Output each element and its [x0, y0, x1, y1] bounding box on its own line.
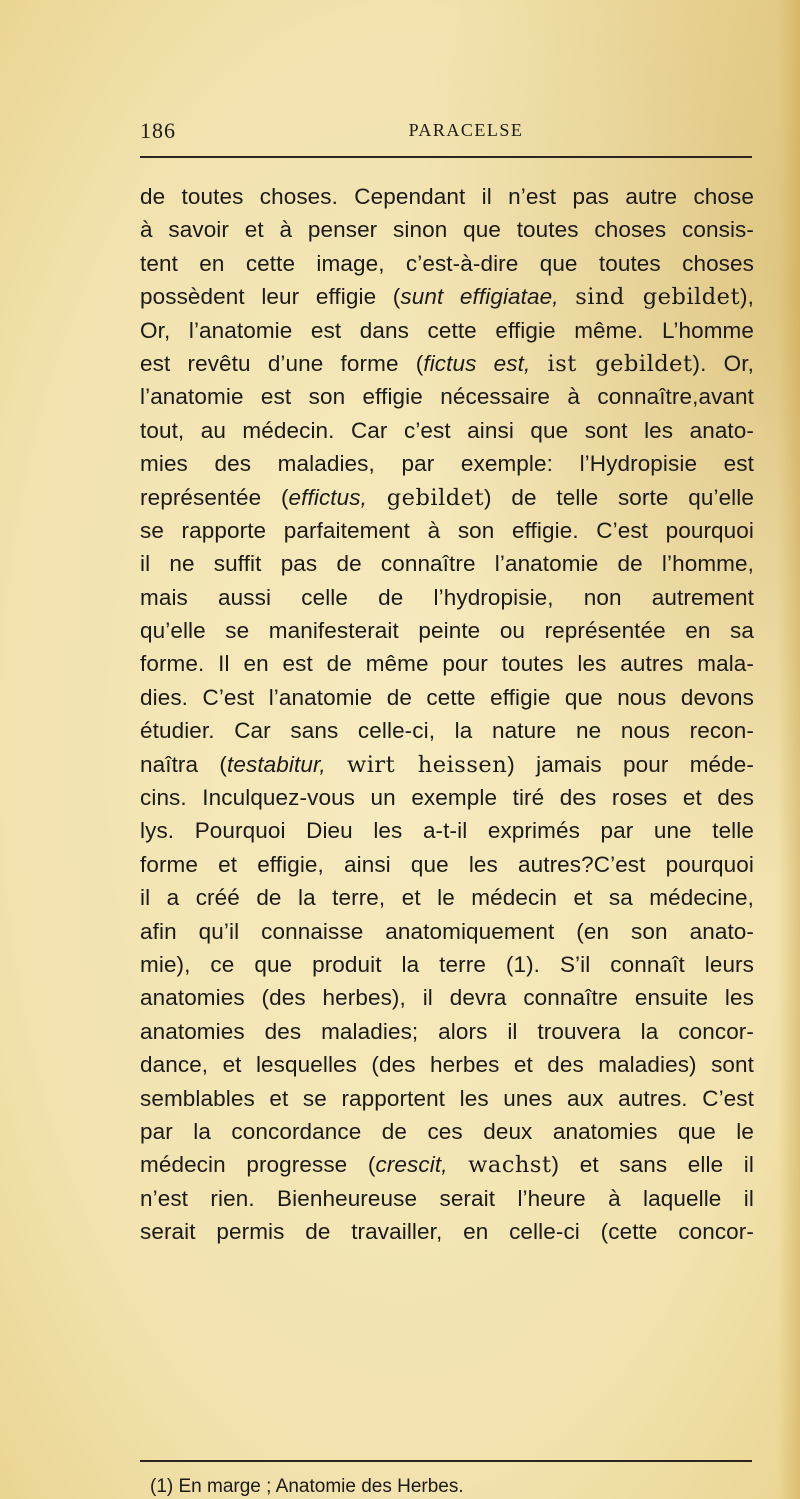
text-run: est revêtu d’une forme ( — [140, 350, 424, 376]
text-line: dance, et lesquelles (des herbes et des maladies) sont — [140, 1052, 754, 1078]
text-run: ) de telle sorte qu’elle — [484, 484, 754, 510]
text-line: lys. Pourquoi Dieu les a-t-il exprimés par une telle — [140, 818, 754, 844]
text-line: mais aussi celle de l’hydropisie, non autrement — [140, 584, 754, 610]
text-line: mies des maladies, par exemple: l’Hydropisie est — [140, 451, 754, 477]
running-head — [140, 118, 752, 148]
footnote-rule — [140, 1460, 752, 1462]
text-run: ) et sans elle il — [551, 1152, 754, 1178]
text-line: afin qu’il connaisse anatomiquement (en son anato- — [140, 918, 754, 944]
text-line: l’anatomie est son effigie nécessaire à connaître,avant — [140, 384, 754, 410]
page-number: 186 — [140, 118, 176, 143]
text-line: semblables et se rapportent les unes aux autres. C’est — [140, 1085, 754, 1111]
text-line: tout, au médecin. Car c’est ainsi que sont les anato- — [140, 417, 754, 443]
text-line — [140, 1148, 754, 1181]
text-run: médecin progresse ( — [140, 1152, 376, 1178]
german-term: wachst — [468, 1152, 552, 1179]
text-line: serait permis de travailler, en celle-ci (cette concor- — [140, 1219, 754, 1245]
text-line: forme. Il en est de même pour toutes les autres mala- — [140, 651, 754, 677]
text-line: anatomies des maladies; alors il trouvera la concor- — [140, 1018, 754, 1044]
text-run: ). Or, — [692, 350, 754, 376]
text-line: n’est rien. Bienheureuse serait l’heure à laquelle il — [140, 1185, 754, 1211]
page-edge-stain — [778, 0, 800, 1499]
text-line: étudier. Car sans celle-ci, la nature ne nous recon- — [140, 718, 754, 744]
german-term: ist gebildet — [547, 350, 693, 377]
text-line: se rapporte parfaitement à son effigie. C’est pourquoi — [140, 517, 754, 543]
text-run — [448, 1152, 469, 1177]
text-line: il ne suffit pas de connaître l’anatomie de l’homme, — [140, 551, 754, 577]
text-line: qu’elle se manifesterait peinte ou représentée en sa — [140, 618, 754, 644]
text-line: à savoir et à penser sinon que toutes choses consis- — [140, 217, 754, 243]
text-run: possèdent leur effigie ( — [140, 284, 401, 310]
text-run — [530, 351, 547, 376]
latin-term: effictus, — [288, 484, 367, 510]
text-run — [559, 284, 576, 309]
text-run — [367, 485, 387, 510]
footnote: (1) En marge ; Anatomie des Herbes. — [150, 1476, 464, 1497]
text-line: tent en cette image, c’est-à-dire que toutes choses — [140, 250, 754, 276]
german-term: wirt heissen — [346, 751, 508, 778]
text-line: il a créé de la terre, et le médecin et sa médecine, — [140, 885, 754, 911]
header-rule — [140, 156, 752, 158]
latin-term: fictus est, — [423, 350, 531, 376]
text-line — [140, 347, 754, 380]
text-line: cins. Inculquez-vous un exemple tiré des roses et des — [140, 785, 754, 811]
text-line — [140, 481, 754, 514]
text-line: par la concordance de ces deux anatomies que le — [140, 1118, 754, 1144]
latin-term: testabitur, — [227, 751, 326, 777]
latin-term: sunt effigiatae, — [400, 284, 559, 310]
german-term: gebildet — [386, 484, 485, 511]
text-run: ) jamais pour méde- — [507, 751, 754, 777]
text-line: forme et effigie, ainsi que les autres?C’est pourquoi — [140, 851, 754, 877]
text-line — [140, 280, 754, 313]
latin-term: crescit, — [375, 1152, 448, 1178]
text-run: naîtra ( — [140, 751, 228, 777]
text-run — [326, 752, 347, 777]
running-title: PARACELSE — [408, 120, 524, 140]
text-run: représentée ( — [140, 484, 289, 510]
text-line: anatomies (des herbes), il devra connaître ensuite les — [140, 985, 754, 1011]
body-text — [140, 180, 754, 1249]
text-run: ), — [740, 284, 754, 310]
german-term: sind gebildet — [575, 284, 741, 311]
text-line: mie), ce que produit la terre (1). S’il connaît leurs — [140, 951, 754, 977]
text-line: dies. C’est l’anatomie de cette effigie que nous devons — [140, 684, 754, 710]
text-line: Or, l’anatomie est dans cette effigie même. L’homme — [140, 317, 754, 343]
text-line: de toutes choses. Cependant il n’est pas autre chose — [140, 184, 754, 209]
text-line — [140, 748, 754, 781]
